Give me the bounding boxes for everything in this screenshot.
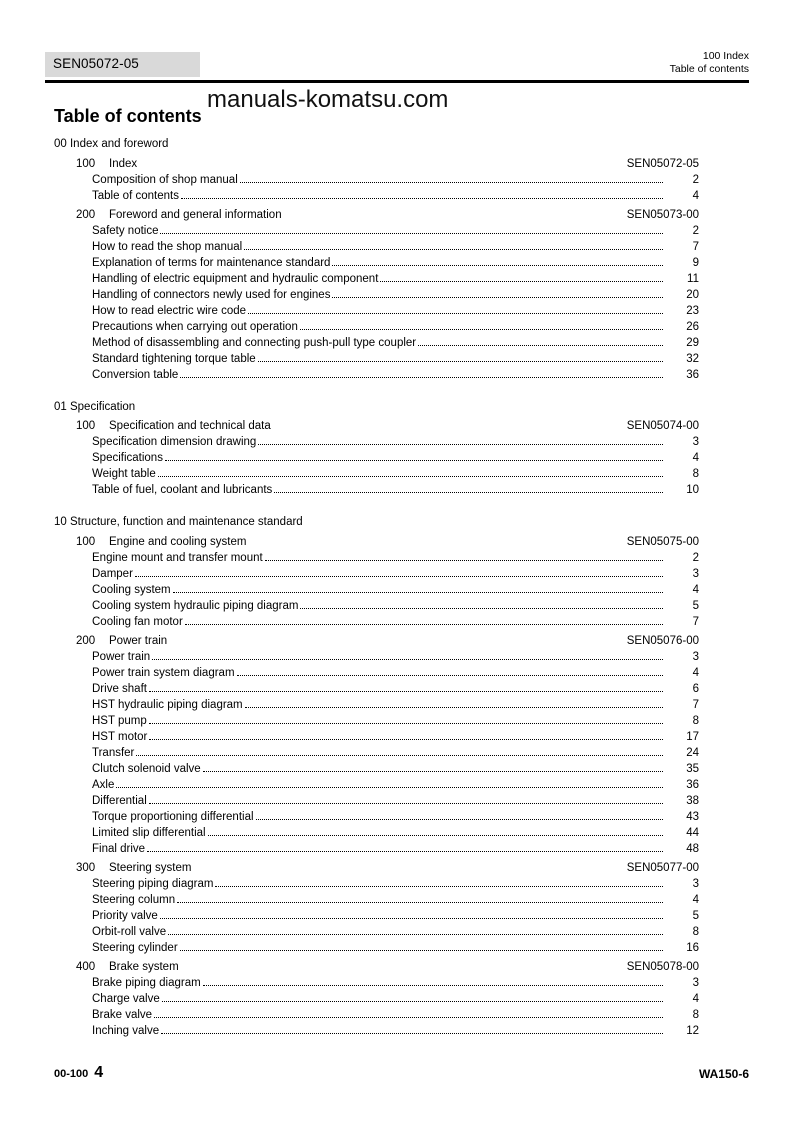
- toc-leader-dots: [149, 690, 663, 692]
- toc-section-code: SEN05075-00: [626, 535, 699, 548]
- toc-entry[interactable]: [54, 924, 699, 940]
- toc-entry[interactable]: [54, 697, 699, 713]
- toc-entry-label: Weight table: [92, 468, 156, 480]
- toc-section-number: 200: [76, 208, 96, 221]
- footer-page-number: 4: [94, 1064, 104, 1081]
- toc-entry-page: 8: [692, 714, 699, 727]
- toc-entry-page: 35: [686, 762, 699, 775]
- toc-entry[interactable]: [54, 466, 699, 482]
- toc-entry[interactable]: [54, 450, 699, 466]
- toc-entry[interactable]: [54, 1007, 699, 1023]
- toc-leader-dots: [203, 770, 663, 772]
- toc-leader-dots: [215, 885, 663, 887]
- toc-leader-dots: [380, 280, 663, 282]
- toc-entry[interactable]: [54, 1023, 699, 1039]
- toc-leader-dots: [135, 575, 663, 577]
- page-header: [45, 52, 749, 84]
- toc-entry-page: 3: [692, 976, 699, 989]
- toc-entry-label: Brake piping diagram: [92, 976, 201, 989]
- toc-entry[interactable]: [54, 303, 699, 319]
- toc-entry-page: 3: [692, 650, 699, 663]
- toc-leader-dots: [240, 181, 663, 183]
- toc-entry-page: 36: [686, 778, 699, 791]
- toc-entry[interactable]: [54, 892, 699, 908]
- toc-entry-label: HST motor: [92, 730, 148, 743]
- toc-entry-page: 7: [692, 240, 699, 253]
- toc-entry-label: Inching valve: [92, 1024, 160, 1037]
- toc-entry-label: Clutch solenoid valve: [92, 762, 201, 775]
- toc-section-number: 300: [76, 861, 96, 874]
- toc-entry-label: Specifications: [92, 452, 163, 464]
- toc-entry[interactable]: [54, 550, 699, 566]
- toc-leader-dots: [147, 850, 663, 852]
- toc-leader-dots: [116, 786, 663, 788]
- toc-entry[interactable]: [54, 777, 699, 793]
- toc-leader-dots: [162, 1000, 663, 1002]
- toc-section-heading[interactable]: [54, 959, 699, 975]
- toc-entry[interactable]: [54, 582, 699, 598]
- toc-leader-dots: [258, 443, 663, 445]
- toc-entry[interactable]: [54, 745, 699, 761]
- toc-entry-label: Limited slip differential: [92, 826, 206, 839]
- toc-group-heading: 10 Structure, function and maintenance standard: [54, 516, 303, 528]
- toc-entry[interactable]: [54, 335, 699, 351]
- toc-leader-dots: [274, 491, 663, 493]
- toc-entry-page: 4: [692, 992, 699, 1005]
- toc-section-heading[interactable]: [54, 633, 699, 649]
- toc-entry-page: 2: [692, 173, 699, 186]
- toc-entry-label: Cooling system: [92, 583, 171, 596]
- toc-leader-dots: [158, 475, 663, 477]
- toc-entry-label: Composition of shop manual: [92, 173, 238, 186]
- toc-entry-page: 8: [692, 1008, 699, 1021]
- toc-leader-dots: [258, 360, 663, 362]
- toc-entry-label: HST pump: [92, 714, 147, 727]
- toc-entry-page: 10: [686, 484, 699, 496]
- toc-entry[interactable]: [54, 367, 699, 383]
- toc-entry[interactable]: [54, 188, 699, 204]
- toc-entry-page: 12: [686, 1024, 699, 1037]
- toc-entry-page: 43: [686, 810, 699, 823]
- toc-entry-page: 6: [692, 682, 699, 695]
- document-code: SEN05072-05: [53, 56, 139, 71]
- toc-entry-page: 7: [692, 698, 699, 711]
- toc-entry-label: Table of contents: [92, 189, 179, 202]
- toc-entry-page: 3: [692, 567, 699, 580]
- toc-entry-label: Standard tightening torque table: [92, 352, 256, 365]
- toc-section-heading[interactable]: [54, 860, 699, 876]
- toc-entry[interactable]: [54, 598, 699, 614]
- toc-entry[interactable]: [54, 271, 699, 287]
- watermark: manuals-komatsu.com: [207, 86, 449, 113]
- toc-entry-page: 4: [692, 583, 699, 596]
- toc-leader-dots: [181, 197, 663, 199]
- toc-section-heading[interactable]: [54, 207, 699, 223]
- toc-entry-label: Transfer: [92, 746, 135, 759]
- toc-section-number: 100: [76, 157, 96, 170]
- toc-leader-dots: [152, 658, 663, 660]
- toc-entry-label: How to read the shop manual: [92, 240, 243, 253]
- toc-section-code: SEN05078-00: [626, 960, 699, 973]
- toc-leader-dots: [160, 232, 663, 234]
- toc-entry-page: 26: [686, 320, 699, 333]
- toc-entry-label: Steering column: [92, 893, 176, 906]
- toc-entry-page: 32: [686, 352, 699, 365]
- toc-leader-dots: [149, 738, 663, 740]
- header-chapter-label: 100 Index: [702, 50, 749, 62]
- table-of-contents: [54, 136, 699, 1039]
- toc-entry[interactable]: [54, 566, 699, 582]
- toc-section-title: Index: [109, 157, 138, 170]
- toc-entry-page: 16: [686, 941, 699, 954]
- toc-entry-page: 5: [692, 599, 699, 612]
- toc-entry-label: Steering piping diagram: [92, 877, 214, 890]
- toc-leader-dots: [161, 1032, 663, 1034]
- toc-entry-label: Specification dimension drawing: [92, 436, 257, 448]
- toc-leader-dots: [168, 933, 663, 935]
- toc-leader-dots: [160, 917, 663, 919]
- toc-leader-dots: [149, 722, 663, 724]
- toc-entry[interactable]: [54, 614, 699, 630]
- toc-entry[interactable]: [54, 825, 699, 841]
- toc-entry[interactable]: [54, 793, 699, 809]
- toc-section-title: Steering system: [109, 861, 192, 874]
- toc-entry-label: Orbit-roll valve: [92, 925, 167, 938]
- toc-entry-page: 8: [692, 468, 699, 480]
- toc-entry-label: Explanation of terms for maintenance standard: [92, 256, 331, 269]
- toc-entry-page: 3: [692, 877, 699, 890]
- toc-entry-page: 20: [686, 288, 699, 301]
- toc-leader-dots: [248, 312, 663, 314]
- toc-entry-page: 8: [692, 925, 699, 938]
- toc-entry[interactable]: [54, 908, 699, 924]
- toc-entry-page: 48: [686, 842, 699, 855]
- footer-section-code: 00-100: [54, 1068, 89, 1080]
- header-right-block: [670, 50, 749, 76]
- toc-entry[interactable]: [54, 841, 699, 857]
- toc-entry-label: Engine mount and transfer mount: [92, 551, 263, 564]
- toc-leader-dots: [165, 459, 663, 461]
- toc-section-code: SEN05077-00: [626, 861, 699, 874]
- toc-entry[interactable]: [54, 761, 699, 777]
- toc-leader-dots: [136, 754, 663, 756]
- toc-entry[interactable]: [54, 940, 699, 956]
- toc-entry-label: Priority valve: [92, 909, 158, 922]
- toc-leader-dots: [332, 296, 663, 298]
- toc-entry-label: Brake valve: [92, 1008, 153, 1021]
- toc-entry[interactable]: [54, 255, 699, 271]
- toc-leader-dots: [300, 328, 663, 330]
- toc-section-title: Foreword and general information: [109, 208, 282, 221]
- toc-entry-label: Drive shaft: [92, 682, 147, 695]
- toc-section-code: SEN05074-00: [626, 420, 699, 432]
- toc-entry-page: 4: [692, 189, 699, 202]
- footer-left: [54, 1064, 103, 1082]
- toc-section-number: 100: [76, 535, 96, 548]
- toc-entry-label: Final drive: [92, 842, 146, 855]
- toc-section-title: Brake system: [109, 960, 179, 973]
- toc-entry-label: Precautions when carrying out operation: [92, 320, 298, 333]
- toc-leader-dots: [180, 949, 663, 951]
- toc-entry-page: 3: [692, 436, 699, 448]
- toc-group-heading: 01 Specification: [54, 400, 136, 413]
- toc-entry-label: Method of disassembling and connecting push-pull type coupler: [92, 336, 417, 349]
- toc-section-title: Engine and cooling system: [109, 535, 247, 548]
- toc-entry-page: 17: [686, 730, 699, 743]
- toc-section-number: 100: [76, 420, 96, 432]
- toc-entry[interactable]: [54, 482, 699, 498]
- toc-entry[interactable]: [54, 172, 699, 188]
- toc-entry-label: Table of fuel, coolant and lubricants: [92, 484, 273, 496]
- toc-entry[interactable]: [54, 809, 699, 825]
- toc-entry-page: 7: [692, 615, 699, 628]
- toc-leader-dots: [332, 264, 663, 266]
- toc-entry-page: 24: [686, 746, 699, 759]
- toc-section-title: Specification and technical data: [109, 420, 271, 432]
- toc-entry-page: 44: [686, 826, 699, 839]
- toc-entry-page: 4: [692, 893, 699, 906]
- toc-leader-dots: [256, 818, 663, 820]
- page-footer: [54, 1062, 749, 1082]
- toc-entry-label: Cooling system hydraulic piping diagram: [92, 599, 299, 612]
- toc-entry-page: 23: [686, 304, 699, 317]
- toc-entry[interactable]: [54, 975, 699, 991]
- toc-entry[interactable]: [54, 223, 699, 239]
- header-rule: [45, 80, 749, 83]
- toc-leader-dots: [244, 248, 663, 250]
- toc-entry-page: 4: [692, 452, 699, 464]
- footer-model: WA150-6: [698, 1067, 749, 1081]
- toc-entry-label: Charge valve: [92, 992, 160, 1005]
- toc-entry-page: 29: [686, 336, 699, 349]
- toc-entry-page: 2: [692, 551, 699, 564]
- toc-section-title: Power train: [109, 634, 168, 647]
- toc-entry-page: 4: [692, 666, 699, 679]
- toc-entry-page: 36: [686, 368, 699, 381]
- toc-entry-label: Safety notice: [92, 224, 159, 237]
- toc-leader-dots: [237, 674, 663, 676]
- toc-entry-page: 2: [692, 224, 699, 237]
- toc-leader-dots: [300, 607, 663, 609]
- toc-entry-label: Power train system diagram: [92, 666, 235, 679]
- toc-leader-dots: [203, 984, 663, 986]
- toc-entry[interactable]: [54, 681, 699, 697]
- toc-entry-page: 5: [692, 909, 699, 922]
- toc-entry-label: Differential: [92, 794, 147, 807]
- toc-entry[interactable]: [54, 713, 699, 729]
- toc-entry-label: Handling of connectors newly used for engines: [92, 288, 331, 301]
- toc-entry-label: Torque proportioning differential: [92, 810, 254, 823]
- toc-entry[interactable]: [54, 665, 699, 681]
- toc-entry[interactable]: [54, 876, 699, 892]
- toc-entry[interactable]: [54, 729, 699, 745]
- toc-entry-page: 9: [692, 256, 699, 269]
- toc-entry-label: Conversion table: [92, 368, 179, 381]
- toc-leader-dots: [173, 591, 663, 593]
- toc-entry[interactable]: [54, 239, 699, 255]
- toc-entry-label: HST hydraulic piping diagram: [92, 698, 243, 711]
- toc-entry-label: How to read electric wire code: [92, 304, 247, 317]
- toc-section-heading[interactable]: [54, 418, 699, 434]
- toc-entry-label: Cooling fan motor: [92, 615, 183, 628]
- toc-entry-label: Power train: [92, 650, 151, 663]
- toc-leader-dots: [265, 559, 663, 561]
- toc-section-code: SEN05072-05: [626, 157, 699, 170]
- toc-section-code: SEN05073-00: [626, 208, 699, 221]
- toc-leader-dots: [149, 802, 663, 804]
- toc-leader-dots: [154, 1016, 663, 1018]
- toc-leader-dots: [185, 623, 663, 625]
- toc-section-number: 200: [76, 634, 96, 647]
- toc-entry[interactable]: [54, 287, 699, 303]
- toc-entry[interactable]: [54, 991, 699, 1007]
- toc-entry-label: Handling of electric equipment and hydraulic component: [92, 272, 379, 285]
- toc-section-code: SEN05076-00: [626, 634, 699, 647]
- toc-entry-label: Damper: [92, 567, 133, 580]
- toc-section-number: 400: [76, 960, 96, 973]
- toc-entry[interactable]: [54, 434, 699, 450]
- toc-leader-dots: [180, 376, 663, 378]
- toc-leader-dots: [208, 834, 663, 836]
- header-subject-label: Table of contents: [669, 63, 749, 75]
- toc-leader-dots: [418, 344, 663, 346]
- toc-entry-label: Steering cylinder: [92, 941, 178, 954]
- toc-leader-dots: [177, 901, 663, 903]
- toc-entry[interactable]: [54, 351, 699, 367]
- toc-leader-dots: [245, 706, 663, 708]
- toc-group-heading: 00 Index and foreword: [54, 138, 169, 150]
- toc-entry-page: 11: [687, 272, 699, 285]
- toc-entry-page: 38: [686, 794, 699, 807]
- toc-entry[interactable]: [54, 319, 699, 335]
- toc-section-heading[interactable]: [54, 534, 699, 550]
- toc-entry[interactable]: [54, 649, 699, 665]
- toc-entry-label: Axle: [92, 778, 115, 791]
- page-title: Table of contents: [54, 106, 202, 126]
- toc-section-heading[interactable]: [54, 156, 699, 172]
